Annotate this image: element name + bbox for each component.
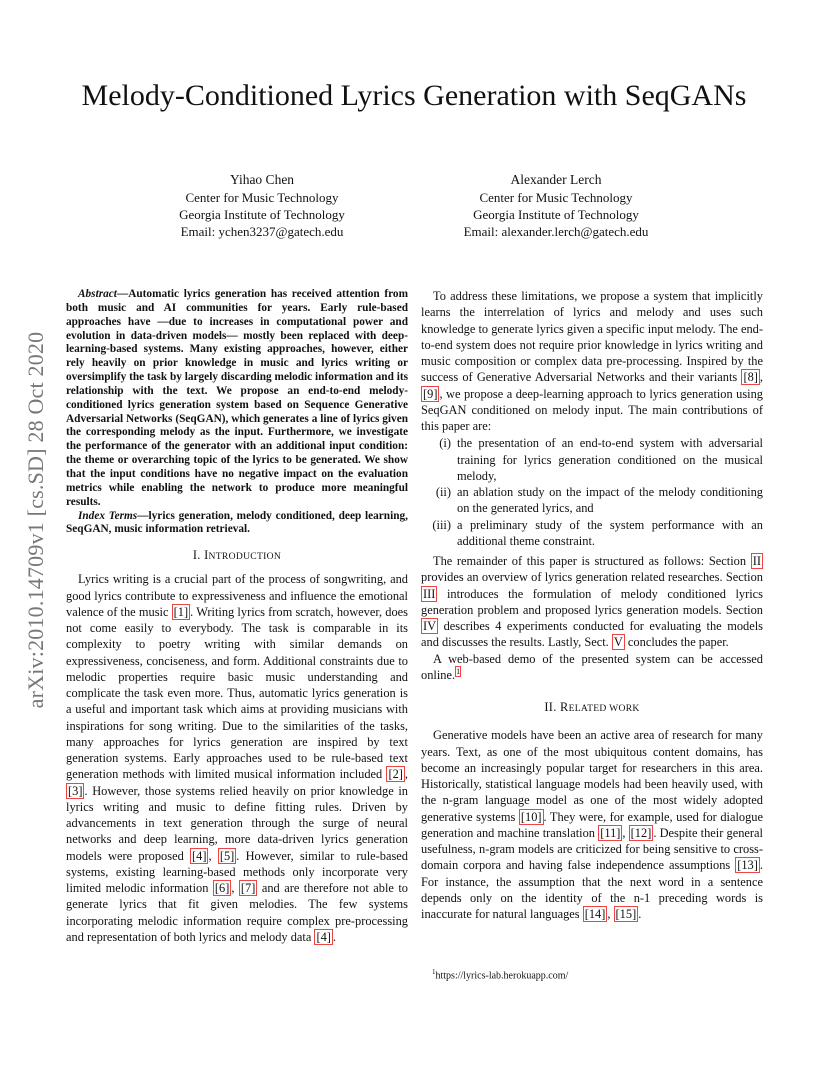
section-numeral: II. (544, 700, 560, 714)
right-column (421, 288, 763, 922)
list-item (421, 517, 763, 550)
abstract-paragraph (66, 288, 408, 510)
index-terms (66, 510, 408, 538)
author-email: Email: alexander.lerch@gatech.edu (463, 224, 649, 239)
citation-link[interactable]: [7] (240, 881, 256, 896)
contributions-list (421, 435, 763, 549)
abstract-text: —Automatic lyrics generation has received attention from both music and AI communities for years. Early rule-based approaches have —due to increases in computational power and evolution in data-driven models— mostly been replaced with deep-learning-based systems. Many existing approaches, however, either rely heavily on prior knowledge in music and lyrics writing or oversimplify the task by largely discarding melodic information and its relationship with the text. We propose an end-to-end melody-conditioned lyrics generation system based on Sequence Generative Adversarial Networks (SeqGAN), which generates a line of lyrics given the corresponding melody as the input. Furthermore, we investigate the performance of the generator with an additional input condition: the theme or overarching topic of the lyrics to be generated. We show that the input conditions have no negative impact on the evaluation metrics while enabling the network to produce more meaningful results. (66, 288, 408, 508)
citation-link[interactable]: [10] (520, 809, 542, 824)
author-dept: Center for Music Technology (185, 190, 339, 205)
citation-link[interactable]: [4] (192, 848, 207, 863)
body-paragraph: To address these limitations, we propose a system that implicitly learns the interrelation of lyrics and melody and uses such knowledge to generate lyrics given a specific input melody. The end-to-end system does not require prior knowledge in lyrics writing and music composition or complex data pre-processing. Inspired by the success of Generative Adversarial Networks and their variants [8] , [9] , we propose a deep-learning approach to lyrics generation using SeqGAN conditioned on melody input. The main contributions of this paper are: (421, 289, 764, 433)
abstract-label: Abstract (78, 288, 117, 300)
body-paragraph: The remainder of this paper is structured as follows: Section II provides an overview of lyrics generation related researches. Section III introduces the formulation of melody conditioned lyrics generation problem and proposed lyrics generation models. Section IV describes 4 experiments conducted for evaluating the models and discusses the results. Lastly, Sect. V concludes the paper. (421, 554, 763, 650)
section-heading-related-work (421, 699, 763, 717)
paper-title: Melody-Conditioned Lyrics Generation with SeqGANs (81, 79, 747, 112)
section-link[interactable]: III (423, 586, 436, 601)
arxiv-stamp: arXiv:2010.14709v1 [cs.SD] 28 Oct 2020 (23, 331, 48, 709)
footnote-link[interactable]: 1 (456, 666, 461, 676)
citation-link[interactable]: [13] (737, 858, 758, 873)
citation-link[interactable]: [12] (630, 825, 652, 840)
citation-link[interactable]: [5] (219, 848, 235, 863)
list-text: a preliminary study of the system performance with an additional theme constraint. (457, 517, 763, 548)
list-item (421, 435, 763, 484)
citation-link[interactable]: [9] (423, 386, 438, 401)
index-terms-label: Index Terms (78, 509, 138, 522)
author-name: Alexander Lerch (510, 172, 602, 187)
list-number: (iii) (432, 517, 451, 532)
footnote (432, 968, 568, 981)
related-work-paragraph: Generative models have been an active area of research for many years. Text, as one of the most ubiquitous content domains, has become an increasingly popular target for researchers in this area. Historically, statistical language models had been heavily used, with the n-gram language model as one of the most widely adopted generative systems [10] . They were, for example, used for dialogue generation and machine translation [11] , [12] . Despite their general usefulness, n-gram models are criticized for being sensitive to cross-domain corpora and having false independence assumptions [13] . For instance, the assumption that the next word in a sentence depends only on the identity of the n-1 preceding words is inaccurate for natural languages [14] , [15] . (421, 728, 763, 921)
section-link[interactable]: IV (423, 619, 437, 633)
author-name: Yihao Chen (229, 172, 295, 187)
author-email: Email: ychen3237@gatech.edu (180, 224, 344, 239)
body-paragraph: A web-based demo of the presented system can be accessed online.$^1$ (421, 651, 763, 682)
list-text: an ablation study on the impact of the melody conditioning on the generated lyrics, and (457, 485, 763, 516)
left-column (66, 288, 408, 945)
citation-link[interactable]: [11] (600, 825, 621, 840)
author-org: Georgia Institute of Technology (473, 207, 639, 222)
author-dept: Center for Music Technology (479, 190, 633, 205)
section-rest: ELATED WORK (568, 703, 640, 714)
footnote-url[interactable]: https://lyrics-lab.herokuapp.com/ (435, 970, 569, 982)
author-block (117, 171, 407, 240)
citation-link[interactable]: [14] (584, 907, 606, 921)
citation-link[interactable]: [6] (214, 881, 230, 896)
section-link[interactable]: V (613, 635, 623, 650)
list-number: (ii) (435, 485, 451, 499)
list-number: (i) (439, 436, 451, 451)
author-block (411, 171, 701, 240)
section-numeral: I. (192, 548, 205, 563)
index-terms-text: —lyrics generation, melody conditioned, deep learning, SeqGAN, music information retrieval. (66, 509, 408, 536)
footnote-mark: 1 (432, 968, 436, 976)
list-item (421, 484, 763, 517)
citation-link[interactable]: [8] (743, 370, 758, 385)
citation-link[interactable]: [15] (615, 907, 637, 921)
section-initial: R (560, 700, 569, 714)
citation-link[interactable]: [3] (68, 783, 83, 798)
author-org: Georgia Institute of Technology (179, 207, 345, 222)
citation-link[interactable]: [1] (173, 604, 189, 619)
section-rest: NTRODUCTION (208, 551, 282, 563)
citation-link[interactable]: [2] (388, 767, 403, 782)
list-text: the presentation of an end-to-end system with adversarial training for lyrics generation conditioned on the musical melody, (457, 436, 763, 483)
abstract (66, 288, 408, 537)
section-initial: I (204, 548, 209, 563)
intro-paragraph: Lyrics writing is a crucial part of the process of songwriting, and good lyrics contribute to expressiveness and influence the emotional valence of the music [1] . Writing lyrics from scratch, however, does not come easily to everybody. The task is comparable in its complexity to poetry writing with similar demands on expressiveness, conciseness, and form. Additional constraints due to melodic properties require basic music understanding and complicate the task even more. Thus, automatic lyrics generation is a useful and important task which aims at providing musicians with inspirations for song writing. Due to the similarities of the tasks, many approaches for lyrics generation are inspired by text generation systems. Early approaches used to be rule-based text generation methods with limited musical information included [2] , [3] . However, those systems relied heavily on prior knowledge in lyrics writing and music to define fitting rules. Driven by advancements in text generation through the surge of neural networks and deep learning, more data-driven lyrics generation models were proposed [4] , [5] . However, similar to rule-based systems, existing learning-based methods only incorporate very limited melodic information [6] , [7] and are therefore not able to generate lyrics that fit given melodies. The few systems incorporating melodic information require complex pre-processing and representation of both lyrics and melody data [4] . (66, 572, 408, 944)
citation-link[interactable]: [4] (316, 929, 331, 944)
section-link[interactable]: II (752, 554, 761, 568)
section-heading-introduction (66, 547, 408, 565)
